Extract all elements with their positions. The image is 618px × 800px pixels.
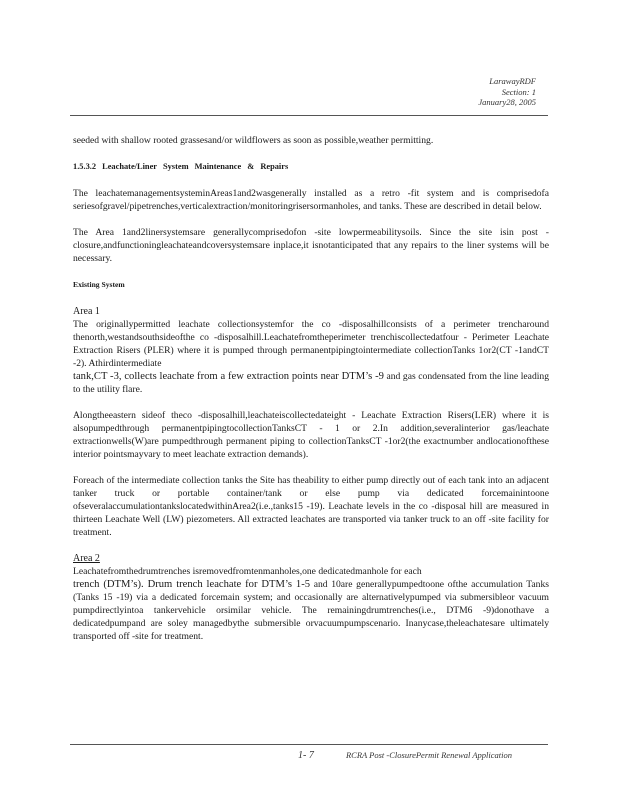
- text-segment: The originallypermitted leachate collectionsystemfor the co -disposalhillconsists of a perimeter trencharound thenorth,westandsouthsideofthe co -disposalhill.Leachatefromtheperimeter trenchiscollectedatfour - Perimeter Leachate Extraction Risers (PLER) where it is pumped through permanentpipingtointermediate collectionTanks 1or2(CT -1andCT -2). Athirdintermediate: [73, 319, 549, 369]
- paragraph-leachate-system: The leachatemanagementsysteminAreas1and2wasgenerally installed as a retro -fit system and is comprisedofa seriesofgravel/pipetrenches,verticalextraction/monitoringrisersormanholes, and tanks. These are described in detail below.: [73, 188, 549, 212]
- area-1-title: Area 1: [73, 306, 100, 317]
- header-date: January28, 2005: [478, 97, 536, 107]
- paragraph-eastern-side: Alongtheeastern sideof theco -disposalhill,leachateiscollectedateight - Leachate Extraction Risers(LER) where it is alsopumpedthrough permanentpipingtocollectionTanksCT - 1 or 2.In addition,severalinterior gas/leachate extractionwells(W)are pumpedthrough permanent piping to collectionTanksCT -1or2(the exactnumber andlocationofthese interior pointsmayvary to meet leachate extraction demands).: [73, 410, 549, 460]
- page-header: [478, 76, 536, 108]
- text-segment: and 10are generallypumpedtoone ofthe accumulation Tanks (Tanks 15 -19) via a dedicated forcemain system; and occasionally are alternativelypumped via submersibleor vacuum pumpdirectlyintoa tankervehicle orsimilar vehicle. The remainingdrumtrenches(i.e., DTM6 -9)donothave a dedicatedpumpand are soley managedbythe submersible orvacuumpumpscenario. Inanycase,theleachatesare ultimately transported off -site for treatment.: [73, 579, 549, 642]
- section-heading: 1.5.3.2 Leachate/Liner System Maintenance & Repairs: [73, 162, 289, 171]
- footer-divider: [70, 744, 548, 745]
- page-number: 1- 7: [298, 750, 314, 761]
- header-section: Section: 1: [501, 86, 536, 97]
- paragraph-area1-collection: [73, 318, 549, 396]
- paragraph-seeding: seeded with shallow rooted grassesand/or wildflowers as soon as possible,weather permitting.: [73, 135, 434, 146]
- text-segment: and gas condensated from the line leading to the utility flare.: [73, 371, 549, 395]
- header-facility: LarawayRDF: [489, 76, 536, 86]
- text-segment: Leachatefromthedrumtrenches isremovedfromtenmanholes,one dedicatedmanhole for each: [73, 566, 422, 577]
- document-body: [73, 134, 549, 656]
- paragraph-intermediate-tanks: Foreach of the intermediate collection tanks the Site has theability to either pump directly out of each tank into an adjacent tanker truck or portable container/tank or else pump via dedicated forcemainintoone ofseveralaccumulationtankslocatedwithinArea2(i.e.,tanks15 -19). Leachate levels in the co -disposal hill are measured in thirteen Leachate Well (LW) piezometers. All extracted leachates are transported via tanker truck to an off -site facility for treatment.: [73, 475, 549, 538]
- text-segment-large: tank,CT -3, collects leachate from a few extraction points near DTM’s -9: [73, 371, 384, 382]
- paragraph-liner-systems: The Area 1and2linersystemsare generallycomprisedofon -site lowpermeabilitysoils. Since the site isin post -closure,andfunctioningleachateandcoversystemsare inplace,it isnotanticipated that any repairs to the liner systems will be necessary.: [73, 227, 549, 264]
- header-divider: [70, 115, 548, 116]
- area-2-title: Area 2: [73, 553, 100, 564]
- text-segment-large: trench (DTM’s). Drum trench leachate for DTM’s 1-5: [73, 579, 311, 590]
- document-title: RCRA Post -ClosurePermit Renewal Application: [345, 750, 513, 760]
- subheading-existing-system: Existing System: [73, 280, 125, 289]
- paragraph-area2-drum-trenches: [73, 565, 549, 643]
- page-footer: [298, 750, 512, 761]
